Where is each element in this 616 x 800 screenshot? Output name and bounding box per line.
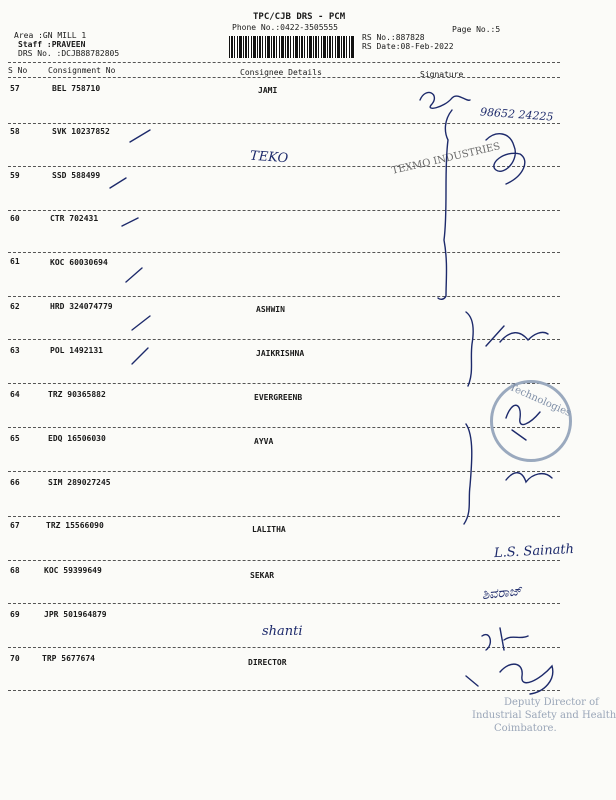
row-consignment: POL 1492131 <box>50 346 103 355</box>
drs-number: DRS No. :DCJB88782805 <box>18 49 120 58</box>
row-consignee: DIRECTOR <box>248 658 287 667</box>
rs-number: RS No.:887828 <box>362 33 425 42</box>
area-label: Area :GN MILL 1 <box>14 31 87 40</box>
row-consignment: SVK 10237852 <box>52 127 110 136</box>
tick-mark <box>132 316 150 330</box>
row-sno: 67 <box>10 521 20 530</box>
row-sno: 57 <box>10 84 20 93</box>
row-sno: 62 <box>10 302 20 311</box>
row-consignee: ASHWIN <box>256 305 285 314</box>
row-consignee: JAIKRISHNA <box>256 349 305 358</box>
tick-mark <box>122 218 138 226</box>
column-header-consignee: Consignee Details <box>240 68 322 77</box>
bracket-58-61 <box>438 110 452 299</box>
column-header-signature: Signature <box>420 70 464 79</box>
tick-mark <box>130 130 150 142</box>
row-consignee: AYVA <box>254 437 274 446</box>
row-sno: 70 <box>10 654 20 663</box>
director-stamp-line1: Deputy Director of <box>504 697 599 708</box>
column-header-sno: S No <box>8 66 28 75</box>
row-sno: 69 <box>10 610 20 619</box>
row-consignee: SEKAR <box>250 571 275 580</box>
row-sno: 65 <box>10 434 20 443</box>
rs-date: RS Date:08-Feb-2022 <box>362 42 454 51</box>
column-header-consignment: Consignment No <box>48 66 116 75</box>
row-sno: 64 <box>10 390 20 399</box>
row-sno: 61 <box>10 257 20 266</box>
signature-row57 <box>420 92 470 108</box>
signature-row70 <box>466 664 553 694</box>
signature-technologies <box>506 405 540 440</box>
bracket-64-67 <box>464 424 472 524</box>
row-consignment: CTR 702431 <box>50 214 99 223</box>
handwritten-ls-sainath: L.S. Sainath <box>493 541 575 562</box>
technologies-stamp-label: Technologies <box>507 382 573 419</box>
row-consignment: KOC 60030694 <box>50 258 108 267</box>
bracket-62-64 <box>466 312 473 386</box>
row-sno: 63 <box>10 346 20 355</box>
row-sno: 58 <box>10 127 20 136</box>
row-sno: 59 <box>10 171 20 180</box>
signature-row69 <box>482 628 528 650</box>
row-consignment: TRZ 90365882 <box>48 390 106 399</box>
handwritten-shanti: shanti <box>262 624 303 639</box>
row-consignee: EVERGREENB <box>254 393 303 402</box>
row-sno: 60 <box>10 214 20 223</box>
row-consignment: SSD 588499 <box>52 171 101 180</box>
director-stamp-line3: Coimbatore. <box>494 723 557 734</box>
staff-label: Staff :PRAVEEN <box>18 40 86 49</box>
row-consignment: SIM 289027245 <box>48 478 111 487</box>
row-sno: 66 <box>10 478 20 487</box>
page-number: Page No.:5 <box>452 25 501 34</box>
row-consignment: TRP 5677674 <box>42 654 95 663</box>
row-consignee: LALITHA <box>252 525 286 534</box>
row-consignment: BEL 758710 <box>52 84 101 93</box>
tick-mark <box>126 268 142 282</box>
signature-row66 <box>506 473 552 482</box>
signature-ashwin <box>486 326 548 346</box>
row-sno: 68 <box>10 566 20 575</box>
phone-number: Phone No.:0422-3505555 <box>232 23 338 32</box>
handwritten-phone: 98652 24225 <box>479 105 554 124</box>
tick-mark <box>110 178 126 188</box>
document-title: TPC/CJB DRS - PCM <box>253 12 346 22</box>
row-consignment: JPR 501964879 <box>44 610 107 619</box>
handwritten-kannada-name: ಶಿವರಾಜ್ <box>481 583 523 604</box>
row-consignment: HRD 324074779 <box>50 302 113 311</box>
director-stamp-line2: Industrial Safety and Health <box>472 710 616 721</box>
row-consignment: EDQ 16506030 <box>48 434 106 443</box>
row-consignment: TRZ 15566090 <box>46 521 104 530</box>
texmo-stamp: TEXMO INDUSTRIES <box>390 141 502 177</box>
tick-mark <box>132 348 148 364</box>
row-consignment: KOC 59399649 <box>44 566 102 575</box>
row-consignee: JAMI <box>258 86 278 95</box>
handwritten-teko: TEKO <box>249 148 289 167</box>
signature-texmo <box>486 134 525 184</box>
